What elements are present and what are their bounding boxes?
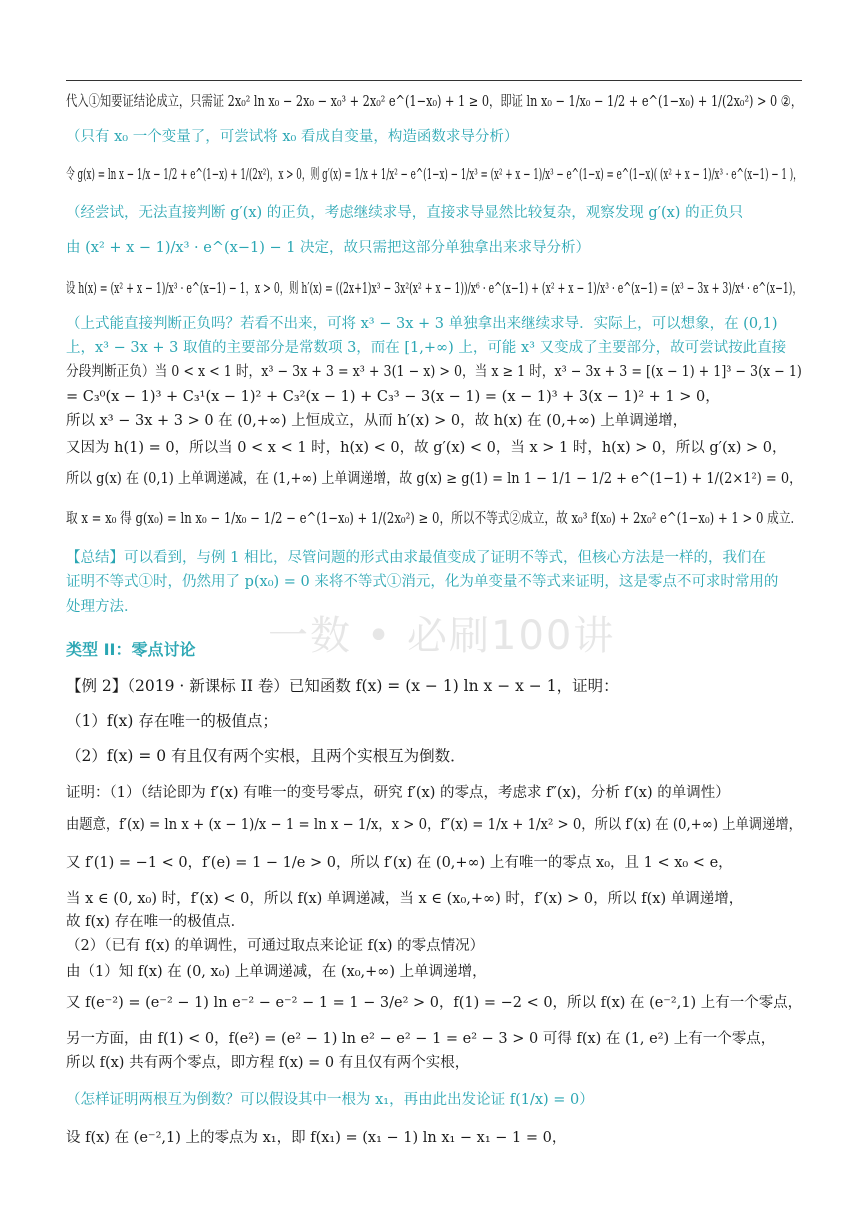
text-line: （经尝试，无法直接判断 g′(x) 的正负，考虑继续求导，直接求导显然比较复杂，观察发现 g′(x) 的正负只: [66, 205, 744, 221]
text-line: （2）f(x) = 0 有且仅有两个实根，且两个实根互为倒数．: [66, 747, 466, 765]
text-line: 所以 g(x) 在 (0,1) 上单调递减，在 (1,+∞) 上单调递增，故 g(x) ≥ g(1) = ln 1 − 1/1 − 1/2 + e^(1−1) + 1/(2×1²) = 0，: [66, 471, 803, 487]
text-line: 又因为 h(1) = 0，所以当 0 < x < 1 时，h(x) < 0，故 g′(x) < 0，当 x > 1 时，h(x) > 0，所以 g′(x) > 0，: [66, 440, 787, 456]
text-line: 又 f′(1) = −1 < 0，f′(e) = 1 − 1/e > 0，所以 f′(x) 在 (0,+∞) 上有唯一的零点 x₀，且 1 < x₀ < e，: [66, 855, 733, 871]
header-rule: [66, 80, 802, 81]
text-line: 所以 x³ − 3x + 3 > 0 在 (0,+∞) 上恒成立，从而 h′(x) > 0，故 h(x) 在 (0,+∞) 上单调递增，: [66, 413, 688, 429]
text-line: 所以 f(x) 共有两个零点，即方程 f(x) = 0 有且仅有两个实根，: [66, 1055, 470, 1071]
text-line: 令 g(x) = ln x − 1/x − 1/2 + e^(1−x) + 1/(2x²)，x > 0，则 g′(x) = 1/x + 1/x² − e^(1−x) − 1/x³ = (x² + x − 1)/x³ − e^(1−x) = e^(1−x)( (x² + x − 1)/x³ · e^(x−1) − 1 )，: [66, 167, 802, 183]
text-line: 设 h(x) = (x² + x − 1)/x³ · e^(x−1) − 1，x > 0，则 h′(x) = ((2x+1)x³ − 3x²(x² + x − 1))/x⁶ · e^(x−1) + (x² + x − 1)/x³ · e^(x−1) = (x³ − 3x + 3)/x⁴ · e^(x−1)，: [66, 281, 802, 297]
text-line: 故 f(x) 存在唯一的极值点．: [66, 914, 246, 930]
text-line: （只有 x₀ 一个变量了，可尝试将 x₀ 看成自变量，构造函数求导分析）: [66, 129, 519, 145]
text-line: 由 (x² + x − 1)/x³ · e^(x−1) − 1 决定，故只需把这部分单独拿出来求导分析）: [66, 240, 591, 256]
text-line: （2）（已有 f(x) 的单调性，可通过取点来论证 f(x) 的零点情况）: [66, 938, 485, 954]
text-line: = C₃⁰(x − 1)³ + C₃¹(x − 1)² + C₃²(x − 1) + C₃³ − 3(x − 1) = (x − 1)³ + 3(x − 1)² + 1 > 0，: [66, 389, 720, 405]
text-line: （1）f(x) 存在唯一的极值点；: [66, 712, 278, 730]
text-line: 分段判断正负）当 0 < x < 1 时，x³ − 3x + 3 = x³ + 3(1 − x) > 0，当 x ≥ 1 时，x³ − 3x + 3 = [(x − 1) + 1]³ − 3(x − 1): [66, 364, 802, 380]
text-line: （怎样证明两根互为倒数？可以假设其中一根为 x₁，再由此出发论证 f(1/x) = 0）: [66, 1092, 594, 1108]
text-line: 当 x ∈ (0, x₀) 时，f′(x) < 0，所以 f(x) 单调递减，当 x ∈ (x₀,+∞) 时，f′(x) > 0，所以 f(x) 单调递增，: [66, 891, 744, 907]
text-line: 设 f(x) 在 (e⁻²,1) 上的零点为 x₁，即 f(x₁) = (x₁ − 1) ln x₁ − x₁ − 1 = 0，: [66, 1130, 567, 1146]
text-line: 取 x = x₀ 得 g(x₀) = ln x₀ − 1/x₀ − 1/2 − e^(1−x₀) + 1/(2x₀²) ≥ 0，所以不等式②成立，故 x₀³ f(x₀) + 2x₀² e^(1−x₀) + 1 > 0 成立．: [66, 511, 803, 527]
text-line: 又 f(e⁻²) = (e⁻² − 1) ln e⁻² − e⁻² − 1 = 1 − 3/e² > 0，f(1) = −2 < 0，所以 f(x) 在 (e⁻²,1) 上有一个零点，: [66, 995, 803, 1011]
text-line: 证明：（1）（结论即为 f′(x) 有唯一的变号零点，研究 f′(x) 的零点，考虑求 f″(x)，分析 f′(x) 的单调性）: [66, 785, 730, 801]
text-line: 由（1）知 f(x) 在 (0, x₀) 上单调递减，在 (x₀,+∞) 上单调递增，: [66, 964, 487, 980]
text-line: 代入①知要证结论成立，只需证 2x₀² ln x₀ − 2x₀ − x₀³ + 2x₀² e^(1−x₀) + 1 ≥ 0，即证 ln x₀ − 1/x₀ − 1/2 + e^(1−x₀) + 1/(2x₀²) > 0 ②，: [66, 94, 803, 110]
text-line: 另一方面，由 f(1) < 0，f(e²) = (e² − 1) ln e² − e² − 1 = e² − 3 > 0 可得 f(x) 在 (1, e²) 上有一个零点，: [66, 1031, 776, 1047]
text-line: （上式能直接判断正负吗？若看不出来，可将 x³ − 3x + 3 单独拿出来继续求导．实际上，可以想象，在 (0,1): [66, 316, 778, 332]
text-line: 【例 2】（2019 · 新课标 II 卷）已知函数 f(x) = (x − 1) ln x − x − 1，证明：: [66, 677, 619, 695]
text-line: 类型 II：零点讨论: [66, 640, 196, 659]
text-line: 处理方法．: [66, 599, 139, 615]
watermark: 一数 • 必刷100讲: [268, 613, 616, 659]
text-line: 上，x³ − 3x + 3 取值的主要部分是常数项 3，而在 [1,+∞) 上，可能 x³ 又变成了主要部分，故可尝试按此直接: [66, 340, 787, 356]
text-line: 证明不等式①时，仍然用了 p(x₀) = 0 来将不等式①消元，化为单变量不等式来证明，这是零点不可求时常用的: [66, 574, 779, 590]
text-line: 由题意，f′(x) = ln x + (x − 1)/x − 1 = ln x − 1/x，x > 0，f″(x) = 1/x + 1/x² > 0，所以 f′(x) 在 (0,+∞) 上单调递增，: [66, 817, 802, 833]
text-line: 【总结】可以看到，与例 1 相比，尽管问题的形式由求最值变成了证明不等式，但核心方法是一样的，我们在: [66, 550, 766, 566]
